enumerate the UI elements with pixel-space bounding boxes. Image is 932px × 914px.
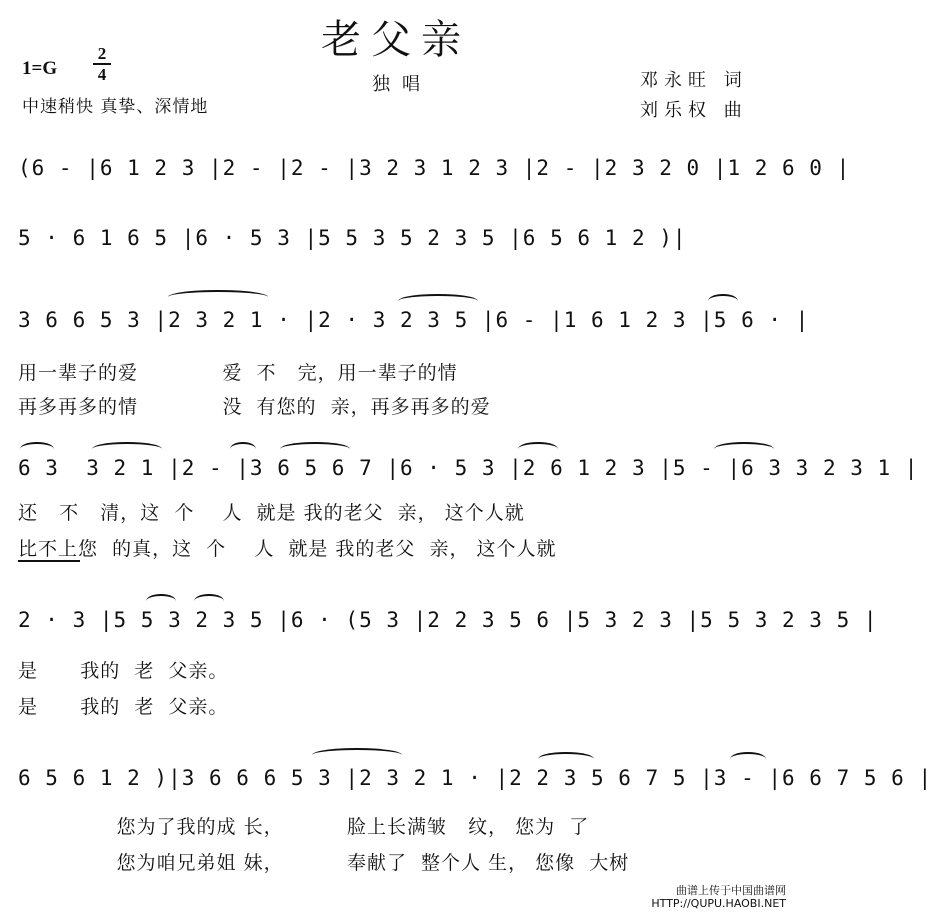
slur: [20, 442, 54, 456]
lyric-v1-row-3: 用一辈子的爱 爱 不 完，用一辈子的情: [18, 362, 458, 384]
genre-label: 独唱: [372, 74, 432, 95]
time-signature-denominator: 4: [97, 65, 107, 84]
slur: [398, 294, 478, 308]
notation-row-4: 6 3 3 2 1 |2 - |3 6 5 6 7 |6 · 5 3 |2 6 1 2 3 |5 - |6 3 3 2 3 1 |: [18, 456, 919, 480]
staff-row-6: [18, 766, 932, 818]
staff-row-1: [18, 156, 851, 208]
notation-row-3: 3 6 6 5 3 |2 3 2 1 · |2 · 3 2 3 5 |6 - |1 6 1 2 3 |5 6 · |: [18, 308, 810, 332]
staff-row-3: [18, 308, 810, 360]
lyric-v1-row-5: 是 我的 老 父亲。: [18, 660, 229, 682]
slur: [230, 442, 256, 456]
time-signature-numerator: 2: [97, 44, 107, 63]
lyricist-credit: 邓永旺 词: [640, 70, 748, 91]
lyric-v2-row-4: 比不上您 的真，这 个 人 就是 我的老父 亲， 这个人就: [18, 538, 557, 560]
tempo-marking: 中速稍快 真挚、深情地: [22, 97, 209, 117]
lyric-v2-row-5: 是 我的 老 父亲。: [18, 696, 229, 718]
slur: [146, 594, 176, 608]
slur: [714, 442, 774, 456]
slur: [312, 748, 402, 762]
staff-row-5: [18, 608, 878, 660]
lyric-v1-row-6: 您为了我的成 长， 脸上长满皱 纹， 您为 了: [18, 816, 590, 838]
watermark-line-1: 曲谱上传于中国曲谱网: [676, 884, 786, 897]
lyric-v1-row-4: 还 不 清，这 个 人 就是 我的老父 亲， 这个人就: [18, 502, 525, 524]
song-title: 老父亲: [321, 17, 471, 63]
slur: [518, 442, 558, 456]
notation-row-5: 2 · 3 |5 5 3 2 3 5 |6 · (5 3 |2 2 3 5 6 |5 3 2 3 |5 5 3 2 3 5 |: [18, 608, 878, 632]
key-signature: 1=G: [22, 58, 58, 79]
site-watermark: [651, 884, 786, 910]
staff-row-2: [18, 226, 772, 278]
watermark-line-2: HTTP://QUPU.HAOBI.NET: [651, 897, 786, 910]
time-signature: [90, 44, 114, 84]
notation-row-1: (6 - |6 1 2 3 |2 - |2 - |3 2 3 1 2 3 |2 - |2 3 2 0 |1 2 6 0 |: [18, 156, 851, 180]
slur: [708, 294, 738, 308]
notation-row-6: 6 5 6 1 2 )|3 6 6 6 5 3 |2 3 2 1 · |2 2 3 5 6 7 5 |3 - |6 6 7 5 6 |: [18, 766, 932, 790]
composer-credit: 刘乐权 曲: [640, 100, 748, 121]
slur: [168, 290, 268, 304]
notation-row-2: 5 · 6 1 6 5 |6 · 5 3 |5 5 3 5 2 3 5 |6 5 6 1 2 )|: [18, 226, 687, 250]
slur: [280, 442, 350, 456]
lyric-underline: [18, 560, 80, 562]
lyric-v2-row-3: 再多再多的情 没 有您的 亲，再多再多的爱: [18, 396, 491, 418]
lyric-v2-row-6: 您为咱兄弟姐 妹， 奉献了 整个人 生， 您像 大树: [18, 852, 630, 874]
slur: [730, 752, 766, 766]
slur: [92, 442, 162, 456]
slur: [538, 752, 594, 766]
slur: [194, 594, 224, 608]
